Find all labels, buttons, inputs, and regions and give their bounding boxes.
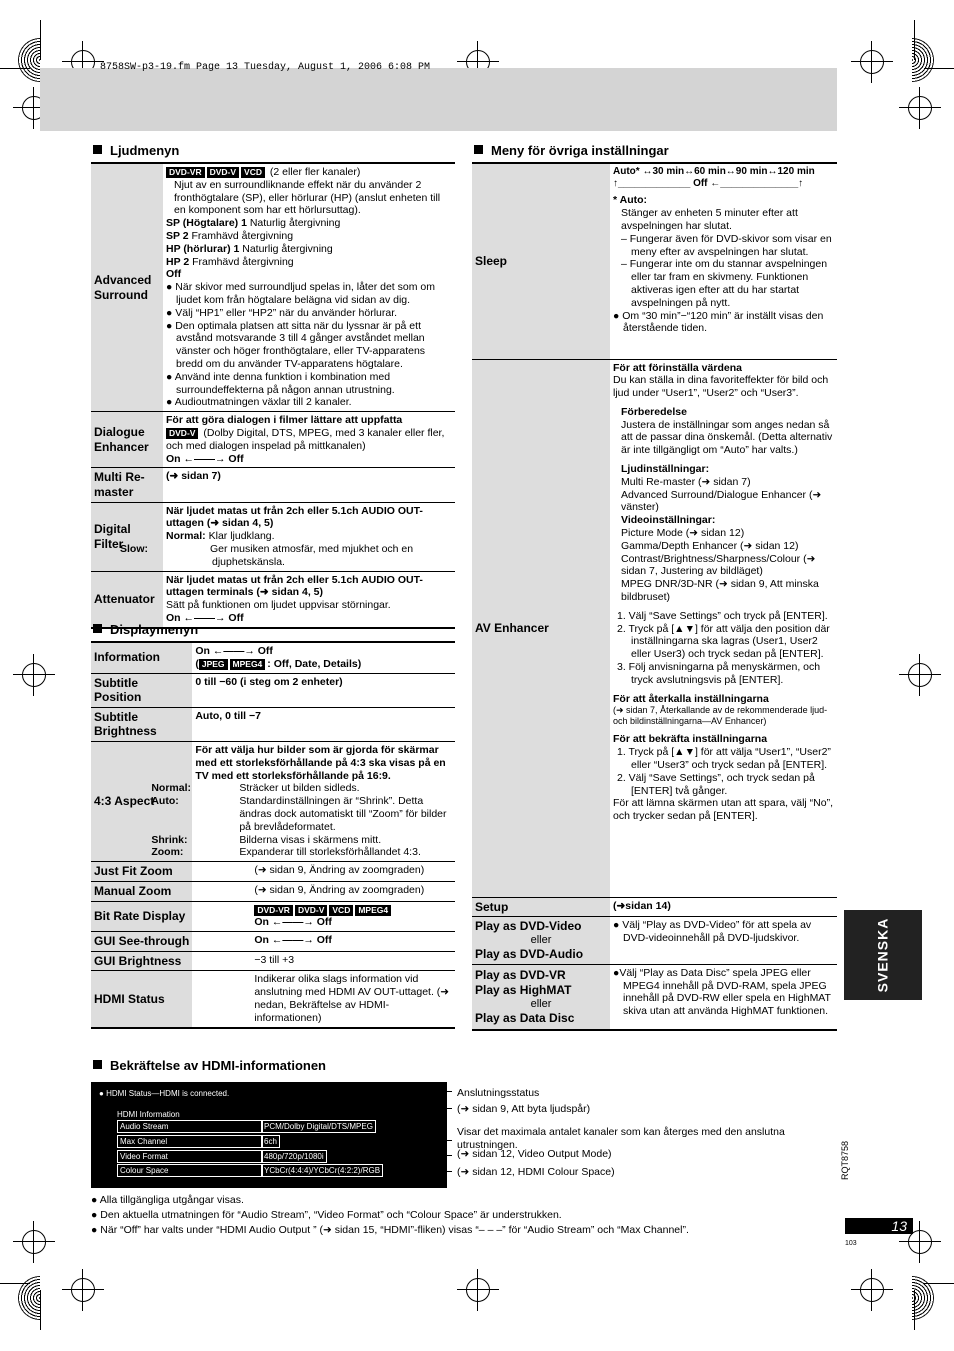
disc-badge: JPEG (199, 659, 228, 670)
callout-max-channel: Visar det maximala antalet kanaler som kan återges med den anslutna utrustningen. (457, 1126, 785, 1151)
heading-text: Meny för övriga inställningar (491, 143, 669, 158)
page-number: 13 (845, 1218, 913, 1234)
digital-filter-content: När ljudet matas ut från 2ch eller 5.1ch AUDIO OUT-uttagen (➜ sidan 4, 5) Normal: Klar ljudklang. Slow: Ger musiken atmosfär, med mjukhet och en djuphetskänsla. (120, 504, 423, 568)
attenuator-content: När ljudet matas ut från 2ch eller 5.1ch AUDIO OUT-uttagen terminals (➜ sidan 4, 5) Sätt på funktionen om ljudet uppvisar störningar. On ←——→ Off (166, 573, 423, 624)
disc-badge: MPEG4 (230, 659, 266, 670)
av-enhancer-content: För att förinställa värdena Du kan ställa in dina favoriteffekter för bild och ljud under “User1”, “User2” och “User3”. Förberedelse Justera de inställningar som anges nedan så att de passar dina önskemål. (Detta alternativ är inte tillgängligt om “Auto” har valts.) Ljudinställningar: Multi Re-master (➜ sidan 7) Advanced Surround/Dialogue Enhancer (➜ vänster) Videoinställningar: Picture Mode (➜ sidan 12) Gamma/Depth Enhancer (➜ sidan 12) Contrast/Brightness/Sharpness/Colour (➜ sidan 7, Justering av bildläget) MPEG DNR/3D-NR (➜ sidan 9, Att minska bildbruset) 1. Välj “Save Settings” och tryck på [ENTER]. 2. Tryck på [▲▼] för att välja den position där inställningarna ska lagras (User1, User2 eller User3) och tryck sedan på [ENTER]. 3. Följ anvisningarna på menyskärmen, och tryck avslutningsvis på [ENTER]. För att återkalla inställningarna (➜ sidan 7, Återkallande av de rekommenderade ljud- och bildinställningarna—AV Enhancer) För att bekräfta inställningarna 1. Tryck på [▲▼] för att välja “User1”, “User2” eller “User3” och tryck sedan på [ENTER]. 2. Välj “Save Settings”, och tryck sedan på [ENTER] två gånger. För att lämna skärmen utan att spara, välj “No”, och trycker sedan på [ENTER]. (613, 361, 834, 823)
hdmi-screen-title: ● HDMI Status—HDMI is connected. (99, 1089, 230, 1098)
hdmi-row-value: 6ch (261, 1135, 280, 1148)
ovriga-table (472, 162, 837, 1031)
hdmi-info-label: HDMI Information (117, 1110, 180, 1119)
header-band (40, 68, 837, 131)
hdmi-row-label: Max Channel (117, 1135, 263, 1148)
disc-badge: DVD-V (295, 905, 327, 916)
registration-mark-icon (71, 1278, 95, 1302)
list-item: 2. Tryck på [▲▼] för att välja den position där inställningarna ska lagras (User1, User2 eller User3) och tryck sedan på [ENTER]. (617, 622, 830, 661)
disc-badge: DVD-VR (254, 905, 293, 916)
disc-badge: MPEG4 (355, 905, 391, 916)
crop-line (924, 68, 954, 69)
list-item: ● Audioutmatningen växlar till 2 kanaler. (166, 396, 352, 409)
crop-line (914, 20, 915, 60)
color-disc-icon (912, 38, 934, 82)
callout-line (250, 1091, 452, 1092)
multi-remaster-content: (➜ sidan 7) (166, 470, 221, 483)
language-tab: SVENSKA (844, 910, 922, 1000)
row-label-subtitle-brightness: Subtitle Brightness (91, 707, 192, 741)
row-label-av-enhancer: AV Enhancer (472, 359, 610, 897)
small-code: 103 (845, 1240, 857, 1247)
row-label-aspect: 4:3 Aspect (91, 742, 192, 862)
row-label-gui-see-through: GUI See-through (91, 932, 192, 952)
subtitle-brightness-content: Auto, 0 till −7 (195, 709, 261, 722)
hdmi-row-value: YCbCr(4:4:4)/YCbCr(4:2:2)/RGB (261, 1164, 383, 1177)
row-label-multi-remaster: Multi Re- master (91, 468, 163, 502)
subtitle-position-content: 0 till −60 (i steg om 2 enheter) (195, 675, 343, 688)
section-heading-hdmi-info (93, 1058, 326, 1074)
crop-line (0, 68, 30, 69)
list-item: 1. Tryck på [▲▼] för att välja “User1”, “User2” eller “User3” och tryck sedan på [ENTER]. (617, 746, 831, 771)
list-item: ● Använd inte denna funktion i kombination med surroundeffekterna på någon annan utrustning. (166, 370, 395, 396)
disc-badge: DVD-V (166, 428, 198, 439)
row-label-advanced-surround: Advanced Surround (91, 163, 163, 412)
callout-line (437, 1171, 452, 1172)
section-heading-ljudmenyn (93, 143, 179, 159)
list-item: ● Den optimala platsen att sitta när du lyssnar är på ett avstånd motsvarande 3 till 4 gånger avståndet mellan vänster och höger fronthögtalare, eller TV-apparatens bredd om du använder TV-apparatens högtalare. (166, 319, 426, 370)
heading-text: Bekräftelse av HDMI-informationen (110, 1058, 326, 1073)
registration-mark-icon (22, 1230, 46, 1254)
list-item: ● Alla tillgängliga utgångar visas. (91, 1194, 244, 1206)
callout-line (290, 1140, 452, 1141)
section-heading-ovriga (474, 143, 669, 159)
hdmi-notes (91, 1194, 689, 1238)
manual-zoom-content: (➜ sidan 9, Ändring av zoomgraden) (254, 883, 425, 896)
row-label-gui-brightness: GUI Brightness (91, 951, 192, 971)
heading-text: Displaymenyn (110, 622, 199, 637)
callout-colour-space: (➜ sidan 12, HDMI Colour Space) (457, 1166, 615, 1178)
disc-badge: DVD-VR (166, 167, 205, 178)
list-item: ● När “Off” har valts under “HDMI Audio Output ” (➜ sidan 15, “HDMI”-fliken) visas “– – –” för “Audio Stream” och “Max Channel”. (91, 1223, 689, 1236)
row-label-setup: Setup (472, 897, 610, 917)
square-bullet-icon (93, 1060, 102, 1069)
dialogue-enhancer-content: För att göra dialogen i filmer lättare att uppfatta DVD-V (Dolby Digital, DTS, MPEG, med 3 kanaler eller fler, och med dialogen inspelad på mittkanalen) On ←——→ Off (166, 414, 445, 465)
registration-mark-icon (860, 50, 884, 74)
file-info: 8758SW-p3-19.fm Page 13 Tuesday, August 1, 2006 6:08 PM (100, 62, 431, 73)
callout-video-format: (➜ sidan 12, Video Output Mode) (457, 1148, 612, 1160)
registration-mark-icon (908, 663, 932, 687)
setup-content: (➜sidan 14) (613, 899, 671, 912)
section-heading-displaymenyn (93, 622, 198, 638)
registration-mark-icon (908, 96, 932, 120)
gui-brightness-content: −3 till +3 (254, 953, 295, 966)
row-label-dialogue-enhancer: Dialogue Enhancer (91, 412, 163, 468)
row-label-information: Information (91, 642, 192, 673)
gui-see-through-content: On ←——→ Off (254, 934, 332, 947)
list-item: 2. Välj “Save Settings”, och tryck sedan på [ENTER] två gånger. (617, 771, 815, 797)
list-item: ● Den aktuella utmatningen för “Audio Stream”, “Video Format” och “Colour Space” är understrukken. (91, 1208, 562, 1221)
row-label-sleep: Sleep (472, 163, 610, 359)
list-item: ● Välj “HP1” eller “HP2” när du använder hörlurar. (166, 306, 398, 319)
crop-line (40, 1290, 41, 1330)
list-item: 3. Följ anvisningarna på menyskärmen, och tryck avslutningsvis på [ENTER]. (617, 661, 821, 686)
advanced-surround-content: DVD-VR DVD-V VCD (2 eller fler kanaler) Njut av en surroundliknande effekt när du använder 2 fronthögtalare (SP), eller hörlurar (HP) (anslut enheten till en komponent som har ett hörlursuttag). SP (Högtalare) 1 Naturlig återgivning SP 2 Framhävd återgivning HP (hörlurar) 1 Naturlig återgivning HP 2 Framhävd återgivning Off ● När skivor med surroundljud spelas in, låter det som om ljudet kom från högtalare belägna vid sidan av dig. ● Välj “HP1” eller “HP2” när du använder hörlurar. ● Den optimala platsen att sitta när du lyssnar är på ett avstånd motsvarande 3 till 4 gånger avståndet mellan vänster och höger fronthögtalare, eller TV-apparatens bredd om du använder TV-apparatens högtalare. ● Använd inte denna funktion i kombination med surroundeffekterna på någon annan utrustning. ● Audioutmatningen växlar till 2 kanaler. (163, 163, 455, 412)
intro-text: Njut av en surroundliknande effekt när du använder 2 fronthögtalare (SP), eller hörlurar (HP) (anslut enheten till en komponent som har ett hörlursuttag). (174, 178, 441, 217)
hdmi-row-value: 480p/720p/1080i (261, 1150, 327, 1163)
play-as-dvd-video-content: ● Välj “Play as DVD-Video” för att spela av DVD-videoinnehåll på DVD-ljudskivor. (613, 919, 812, 944)
hdmi-status-content: Indikerar olika slags information vid anslutning med HDMI AV OUT-uttaget. (➜ nedan, Bekräftelse av HDMI-informationen) (254, 973, 450, 1024)
row-label-play-as-dvd-video: Play as DVD-Video eller Play as DVD-Audio (472, 917, 610, 965)
square-bullet-icon (93, 624, 102, 633)
bit-rate-display-content: DVD-VR DVD-V VCD MPEG4 On ←——→ Off (192, 901, 455, 932)
row-label-hdmi-status: HDMI Status (91, 971, 192, 1028)
just-fit-zoom-content: (➜ sidan 9, Ändring av zoomgraden) (254, 864, 425, 877)
callout-anslutningsstatus: Anslutningsstatus (457, 1087, 540, 1099)
square-bullet-icon (93, 145, 102, 154)
hdmi-status-screen (91, 1082, 447, 1188)
row-label-bit-rate-display: Bit Rate Display (91, 901, 192, 932)
crop-line (40, 20, 41, 60)
registration-mark-icon (860, 1278, 884, 1302)
sleep-content: Auto* ↔30 min↔60 min↔90 min↔120 min ↑_____________ Off ←______________↑ * Auto: Stänger av enheten 5 minuter efter att avspelningen har slutat. – Fungerar även för DVD-skivor som visar en meny efter av avspelningen har slutat. – Fungerar inte om du stannar avspelningen eller tar fram en skivmeny. Funktionen aktiveras igen efter att du har startat avspelningen på nytt. ● Om “30 min”−“120 min” är inställt visas den återstående tiden. (613, 166, 832, 335)
hdmi-row-value: PCM/Dolby Digital/DTS/MPEG (261, 1120, 376, 1133)
square-bullet-icon (474, 145, 483, 154)
registration-mark-icon (466, 1278, 490, 1302)
disc-badge: VCD (241, 167, 265, 178)
crop-line (914, 1290, 915, 1330)
play-as-dvd-vr-content: ●Välj “Play as Data Disc” spela JPEG eller MPEG4 innehåll på DVD-RAM, spela JPEG innehåll på DVD-RW eller spela en HighMAT skiva utan att använda HighMAT funktionen. (613, 966, 831, 1018)
row-label-manual-zoom: Manual Zoom (91, 881, 192, 901)
row-label-play-as-dvd-vr: Play as DVD-VR Play as HighMAT eller Play as Data Disc (472, 964, 610, 1030)
crop-line (0, 1283, 30, 1284)
aspect-content: För att välja hur bilder som är gjorda för skärmar med ett storleksförhållande på 4:3 ska visas på en TV med ett storleksförhållande på 16:9. Normal: Sträcker ut bilden sidleds. Auto: Standardinställningen är “Shrink”. Detta ändras dock automatiskt till “Zoom” för bilder på brevlådeformatet. Shrink: Bilderna visas i skärmens mitt. Zoom: Expanderar till storleksförhållandet 4:3. (151, 744, 447, 859)
callout-line (375, 1155, 452, 1156)
hdmi-row-label: Video Format (117, 1150, 263, 1163)
row-label-digital-filter: Digital Filter (91, 502, 163, 571)
crop-line (924, 1283, 954, 1284)
registration-mark-icon (22, 663, 46, 687)
list-item: 1. Välj “Save Settings” och tryck på [ENTER]. (617, 609, 828, 622)
row-label-just-fit-zoom: Just Fit Zoom (91, 862, 192, 882)
disc-badge: DVD-V (207, 167, 239, 178)
document-code: RQT8758 (840, 1140, 850, 1180)
display-table (91, 641, 455, 1029)
hdmi-row-label: Colour Space (117, 1164, 263, 1177)
heading-text: Ljudmenyn (110, 143, 180, 158)
callout-audio-stream: (➜ sidan 9, Att byta ljudspår) (457, 1103, 591, 1115)
hdmi-row-label: Audio Stream (117, 1120, 263, 1133)
disc-badge: VCD (329, 905, 353, 916)
ljud-table (91, 162, 455, 629)
color-disc-icon (18, 38, 40, 82)
callout-line (397, 1108, 452, 1109)
row-label-subtitle-position: Subtitle Position (91, 673, 192, 707)
information-content: On ←——→ Off ( JPEG MPEG4 : Off, Date, Details) (195, 645, 362, 670)
list-item: ● När skivor med surroundljud spelas in, låter det som om ljudet kom från högtalare belägna vid sidan av dig. (166, 281, 435, 306)
row-label-attenuator: Attenuator (91, 571, 163, 628)
